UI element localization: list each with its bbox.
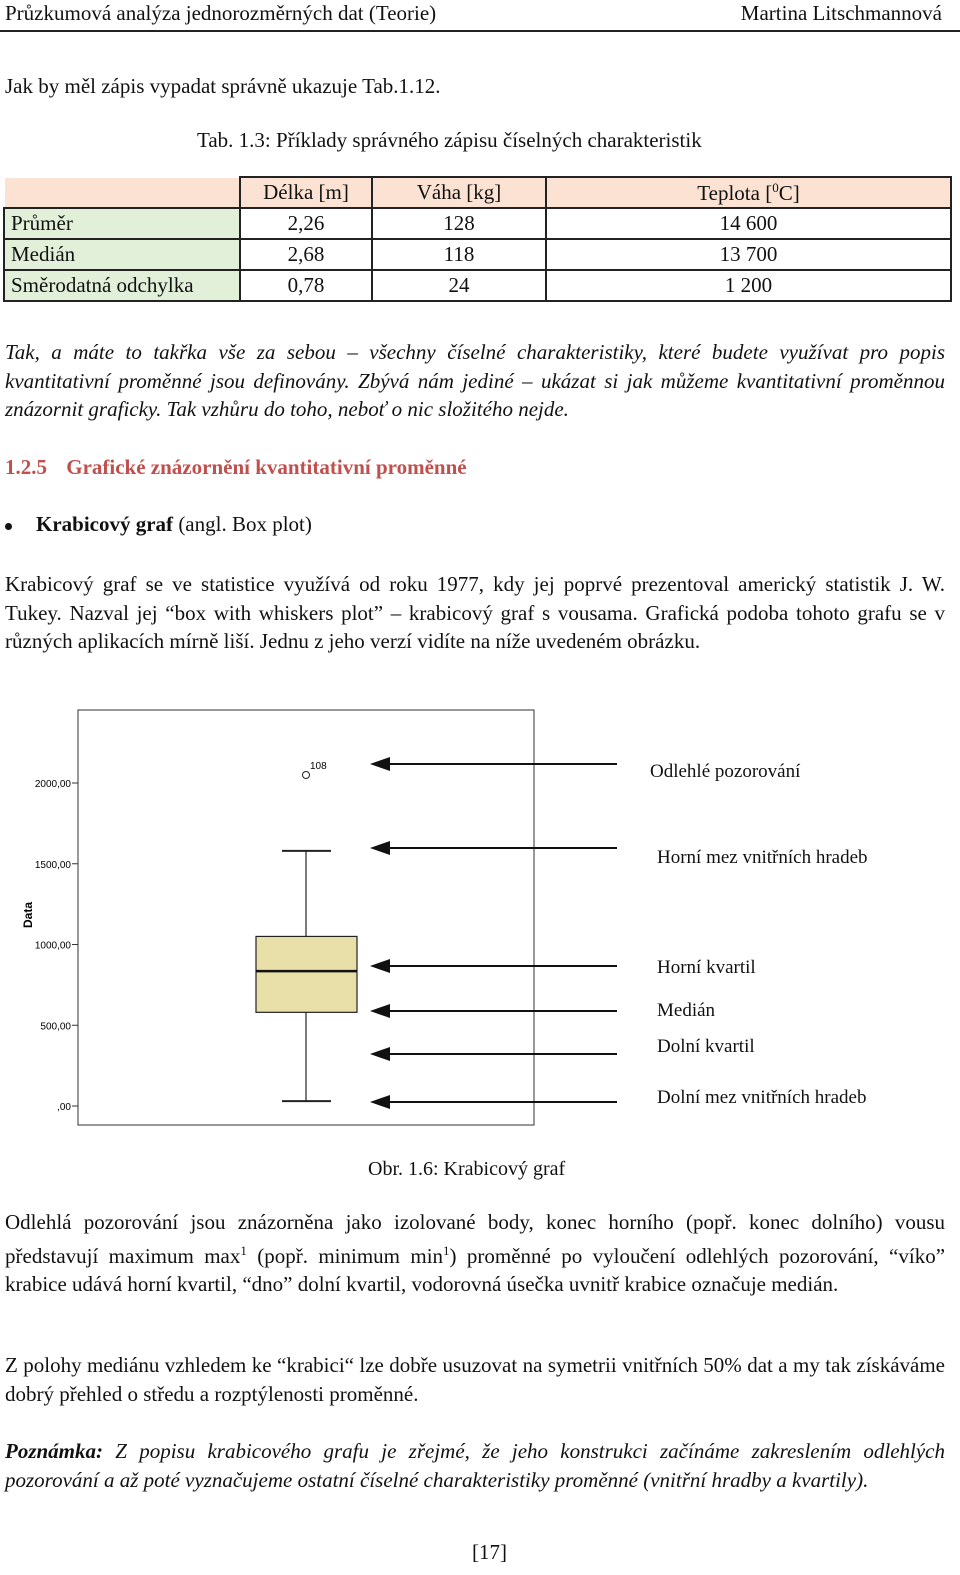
row-label: Medián [4, 239, 240, 270]
outlier-point [303, 772, 310, 779]
note-label: Poznámka: [5, 1439, 104, 1463]
y-tick-label: 1500,00 [34, 859, 71, 871]
table-cell: 118 [372, 239, 546, 270]
column-header-length: Délka [m] [240, 177, 372, 208]
boxplot-figure [0, 700, 960, 1140]
y-axis-label: Data [21, 901, 35, 929]
page-number: [17] [472, 1540, 507, 1564]
y-tick-label: 500,00 [40, 1021, 71, 1033]
table-cell: 0,78 [240, 270, 372, 301]
bullet-bold: Krabicový graf [36, 512, 174, 536]
y-tick-label: 1000,00 [34, 940, 71, 952]
row-label: Průměr [4, 208, 240, 239]
intro-text: Jak by měl zápis vypadat správně ukazuje Tab.1.12. [5, 74, 441, 98]
paragraph-outliers: Odlehlá pozorování jsou znázorněna jako izolované body, konec horního (popř. konec dolního) vousu představují maximum $\max^1$ (popř. minimum $\min^1$) proměnné po vyloučení odlehlých pozorování, “víko” krabice udává horní kvartil, “dno” dolní kvartil, vodorovná úsečka uvnitř krabice označuje medián. [5, 1210, 946, 1296]
table-cell: 13 700 [546, 239, 951, 270]
annotation-label: Horní mez vnitřních hradeb [657, 847, 868, 868]
note-text: Z popisu krabicového grafu je zřejmé, že jeho konstrukci začínáme zakreslením odlehlých pozorování a až poté vyznačujeme ostatní číselné charakteristiky proměnné (vnitřní hradby a kvartily). [5, 1439, 945, 1492]
annotation-label: Medián [657, 1000, 716, 1021]
y-tick-label: 2000,00 [34, 779, 71, 790]
paragraph-boxplot-intro: Krabicový graf se ve statistice využívá od roku 1977, kdy jej poprvé prezentoval americký statistik J. W. Tukey. Nazval jej “box with whiskers plot” – krabicový graf s vousama. Grafická podoba tohoto grafu se v různých aplikacích mírně liší. Jednu z jeho verzí vidíte na níže uvedeném obrázku. [5, 572, 945, 653]
paragraph-median: Z polohy mediánu vzhledem ke “krabici“ lze dobře usuzovat na symetrii vnitřních 50% dat a my tak získáváme dobrý přehled o středu a rozptýlenosti proměnné. [5, 1353, 945, 1406]
section-number: 1.2.5 [5, 455, 47, 479]
header-title: Průzkumová analýza jednorozměrných dat (Teorie) [5, 1, 437, 25]
header-author: Martina Litschmannová [740, 1, 942, 25]
table-cell: 128 [372, 208, 546, 239]
section-title: Grafické znázornění kvantitativní proměnné [66, 455, 467, 479]
annotation-label: Horní kvartil [657, 957, 756, 978]
table-cell: 1 200 [546, 270, 951, 301]
table-cell: 24 [372, 270, 546, 301]
bullet-rest: (angl. Box plot) [173, 512, 312, 536]
box [256, 936, 357, 1012]
annotation-label: Dolní kvartil [657, 1036, 755, 1057]
table-row [4, 270, 951, 301]
table-cell: 14 600 [546, 208, 951, 239]
table-row [4, 208, 951, 239]
table-header-row [4, 177, 951, 208]
bullet-dot [5, 523, 12, 530]
annotation-label: Dolní mez vnitřních hradeb [657, 1087, 867, 1108]
figure-caption: Obr. 1.6: Krabicový graf [368, 1158, 566, 1180]
table-caption: Tab. 1.3: Příklady správného zápisu číselných charakteristik [197, 128, 702, 152]
y-tick-label: ,00 [57, 1102, 71, 1113]
table-cell: 2,26 [240, 208, 372, 239]
outlier-label: 108 [310, 761, 327, 772]
table-cell: 2,68 [240, 239, 372, 270]
italic-paragraph: Tak, a máte to takřka vše za sebou – všechny číselné charakteristiky, které budete využívat pro popis kvantitativní proměnné jsou definovány. Zbývá nám jediné – ukázat si jak můžeme kvantitativní proměnnou znázornit graficky. Tak vzhůru do toho, neboť o nic složitého nejde. [5, 340, 945, 421]
section-heading [5, 455, 467, 480]
bullet-item [5, 512, 312, 537]
column-header-temperature: Teplota [$^0$C] [546, 177, 951, 208]
table-row [4, 239, 951, 270]
row-label: Směrodatná odchylka [4, 270, 240, 301]
note-paragraph [5, 1437, 945, 1494]
stats-table [3, 176, 952, 302]
column-header-weight: Váha [kg] [372, 177, 546, 208]
header-divider [0, 30, 960, 32]
annotation-label: Odlehlé pozorování [650, 761, 801, 782]
